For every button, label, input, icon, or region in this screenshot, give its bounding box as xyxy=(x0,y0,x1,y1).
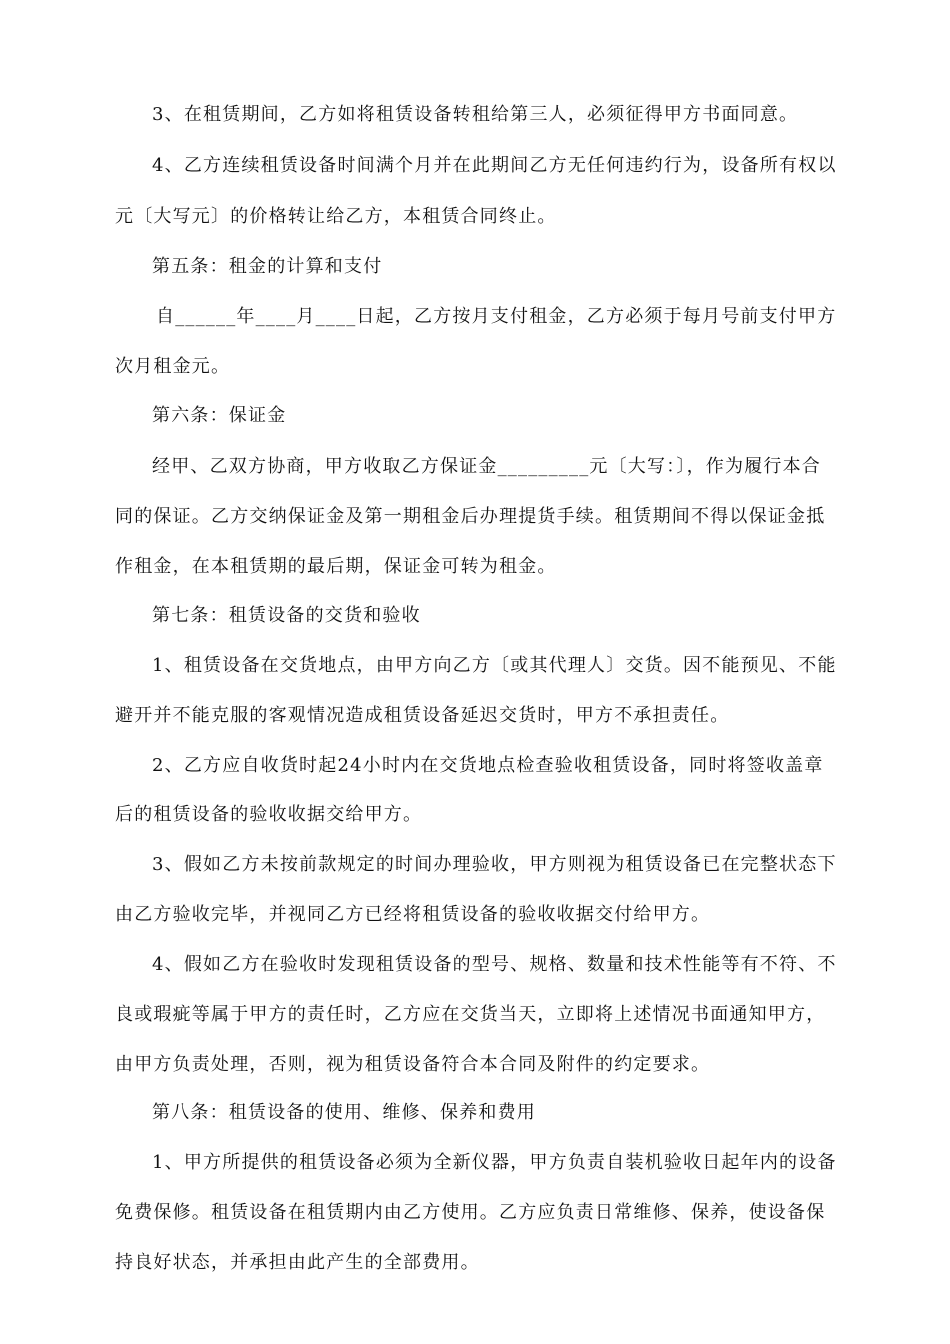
paragraph-line: 自______年____月____日起，乙方按月支付租金，乙方必须于每月号前支付甲方 xyxy=(156,306,837,327)
paragraph-line: 后的租赁设备的验收收据交给甲方。 xyxy=(115,804,423,825)
paragraph-line: 4、假如乙方在验收时发现租赁设备的型号、规格、数量和技术性能等有不符、不 xyxy=(152,954,837,975)
paragraph-line: 元〔大写元〕的价格转让给乙方，本租赁合同终止。 xyxy=(115,206,557,227)
section-heading: 第五条：租金的计算和支付 xyxy=(152,256,383,277)
section-heading: 第七条：租赁设备的交货和验收 xyxy=(152,605,421,626)
paragraph-line: 3、假如乙方未按前款规定的时间办理验收，甲方则视为租赁设备已在完整状态下 xyxy=(152,854,837,875)
section-heading: 第六条：保证金 xyxy=(152,405,287,426)
paragraph-line: 1、甲方所提供的租赁设备必须为全新仪器，甲方负责自装机验收日起年内的设备 xyxy=(152,1152,837,1173)
paragraph-line: 次月租金元。 xyxy=(115,356,231,377)
paragraph-line: 3、在租赁期间，乙方如将租赁设备转租给第三人，必须征得甲方书面同意。 xyxy=(152,104,799,125)
section-heading: 第八条：租赁设备的使用、维修、保养和费用 xyxy=(152,1102,536,1123)
paragraph-line: 4、乙方连续租赁设备时间满个月并在此期间乙方无任何违约行为，设备所有权以 xyxy=(152,155,837,176)
paragraph-line: 良或瑕疵等属于甲方的责任时，乙方应在交货当天，立即将上述情况书面通知甲方， xyxy=(115,1004,826,1025)
paragraph-line: 1、租赁设备在交货地点，由甲方向乙方〔或其代理人〕交货。因不能预见、不能 xyxy=(152,655,837,676)
paragraph-line: 经甲、乙双方协商，甲方收取乙方保证金_________元〔大写：〕，作为履行本合 xyxy=(152,456,821,477)
paragraph-line: 作租金，在本租赁期的最后期，保证金可转为租金。 xyxy=(115,556,557,577)
paragraph-line: 2、乙方应自收货时起24小时内在交货地点检查验收租赁设备，同时将签收盖章 xyxy=(152,755,824,776)
paragraph-line: 由乙方验收完毕，并视同乙方已经将租赁设备的验收收据交付给甲方。 xyxy=(115,904,711,925)
paragraph-line: 免费保修。租赁设备在租赁期内由乙方使用。乙方应负责日常维修、保养，使设备保 xyxy=(115,1202,826,1223)
paragraph-line: 由甲方负责处理，否则，视为租赁设备符合本合同及附件的约定要求。 xyxy=(115,1054,711,1075)
paragraph-line: 持良好状态，并承担由此产生的全部费用。 xyxy=(115,1252,480,1273)
paragraph-line: 同的保证。乙方交纳保证金及第一期租金后办理提货手续。租赁期间不得以保证金抵 xyxy=(115,506,826,527)
paragraph-line: 避开并不能克服的客观情况造成租赁设备延迟交货时，甲方不承担责任。 xyxy=(115,705,730,726)
